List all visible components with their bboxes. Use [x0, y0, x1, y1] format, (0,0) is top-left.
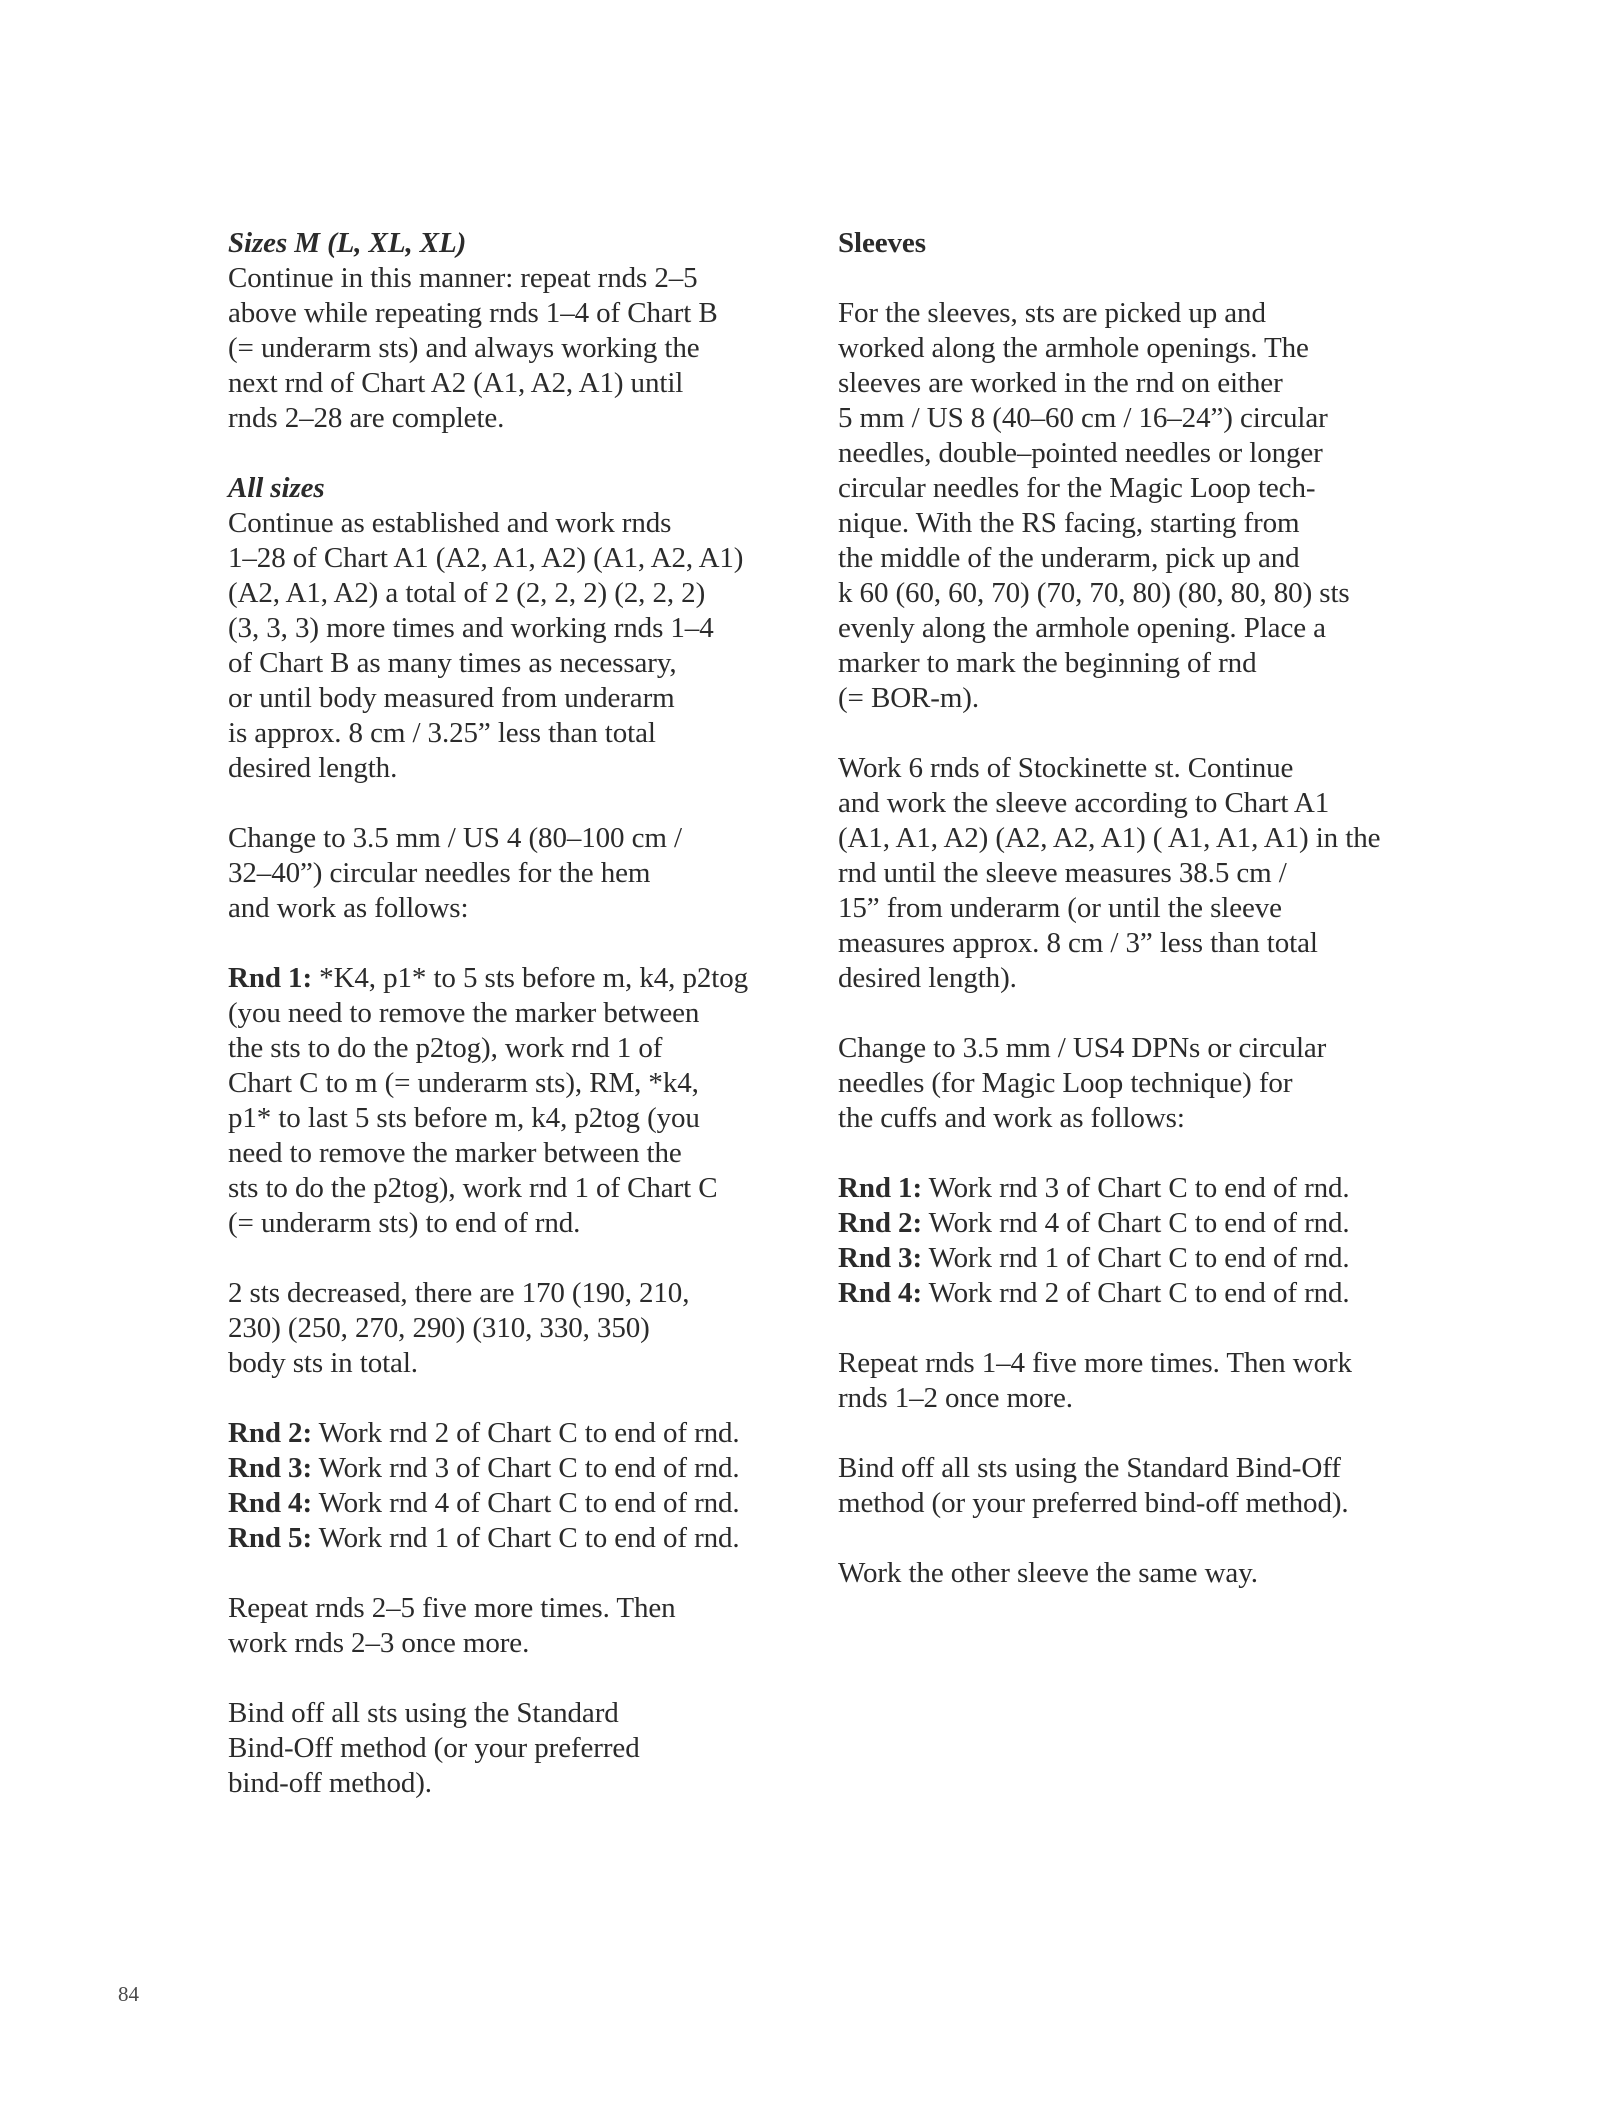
text-line: (A1, A1, A2) (A2, A2, A1) ( A1, A1, A1) in the: [838, 822, 1381, 854]
text-line: needles, double–pointed needles or longer: [838, 437, 1323, 469]
text-line: For the sleeves, sts are picked up and: [838, 297, 1266, 329]
paragraph: [228, 1696, 788, 1801]
text-line: need to remove the marker between the: [228, 1137, 682, 1169]
text-line: the cuffs and work as follows:: [838, 1102, 1185, 1134]
text-line: the sts to do the p2tog), work rnd 1 of: [228, 1032, 663, 1064]
text-line: 1–28 of Chart A1 (A2, A1, A2) (A1, A2, A1): [228, 542, 744, 574]
all-sizes-heading: All sizes: [228, 472, 325, 504]
rnd-label: Rnd 2:: [838, 1207, 923, 1239]
rnd-list: [228, 1416, 788, 1556]
text-line: measures approx. 8 cm / 3” less than total: [838, 927, 1318, 959]
text-line: p1* to last 5 sts before m, k4, p2tog (you: [228, 1102, 700, 1134]
text-line: Repeat rnds 2–5 five more times. Then: [228, 1592, 676, 1624]
text-line: sleeves are worked in the rnd on either: [838, 367, 1283, 399]
text-line: Bind off all sts using the Standard Bind-Off: [838, 1452, 1341, 1484]
text-line: Change to 3.5 mm / US4 DPNs or circular: [838, 1032, 1327, 1064]
rnd-line: [228, 1416, 788, 1451]
left-column: [228, 226, 788, 1836]
text-line: (3, 3, 3) more times and working rnds 1–4: [228, 612, 714, 644]
rnd-label: Rnd 4:: [838, 1277, 923, 1309]
text-line: desired length).: [838, 962, 1017, 994]
text-line: marker to mark the beginning of rnd: [838, 647, 1257, 679]
rnd-text: Work rnd 3 of Chart C to end of rnd.: [312, 1452, 740, 1484]
rnd-line: [838, 1276, 1398, 1311]
rnd-line: [228, 1521, 788, 1556]
text-line: the middle of the underarm, pick up and: [838, 542, 1300, 574]
text-line: needles (for Magic Loop technique) for: [838, 1067, 1293, 1099]
rnd-label: Rnd 5:: [228, 1522, 313, 1554]
text-line: Continue as established and work rnds: [228, 507, 672, 539]
rnd-text: Work rnd 4 of Chart C to end of rnd.: [922, 1207, 1350, 1239]
page-number: 84: [118, 1982, 139, 2006]
text-line: Continue in this manner: repeat rnds 2–5: [228, 262, 698, 294]
sleeves-heading: Sleeves: [838, 227, 926, 259]
rnd-label: Rnd 2:: [228, 1417, 313, 1449]
paragraph: [228, 1276, 788, 1381]
paragraph: [838, 1451, 1398, 1521]
text-line: Repeat rnds 1–4 five more times. Then work: [838, 1347, 1352, 1379]
text-line: 5 mm / US 8 (40–60 cm / 16–24”) circular: [838, 402, 1328, 434]
text-line: rnds 1–2 once more.: [838, 1382, 1073, 1414]
rnd-label: Rnd 3:: [228, 1452, 313, 1484]
paragraph: [228, 1591, 788, 1661]
text-line: (= underarm sts) and always working the: [228, 332, 700, 364]
rnd-1-instructions: [228, 961, 788, 1241]
paragraph: [228, 821, 788, 926]
text-line: k 60 (60, 60, 70) (70, 70, 80) (80, 80, 80) sts: [838, 577, 1350, 609]
text-line: Bind off all sts using the Standard: [228, 1697, 619, 1729]
paragraph: [838, 296, 1398, 716]
text-line: bind-off method).: [228, 1767, 432, 1799]
text-line: (= BOR-m).: [838, 682, 980, 714]
rnd-label: Rnd 4:: [228, 1487, 313, 1519]
text-line: work rnds 2–3 once more.: [228, 1627, 530, 1659]
text-line: [228, 961, 788, 996]
text-line: Work the other sleeve the same way.: [838, 1557, 1258, 1589]
paragraph: [838, 1031, 1398, 1136]
rnd-label: Rnd 3:: [838, 1242, 923, 1274]
rnd-list: [838, 1171, 1398, 1311]
rnd-line: [838, 1171, 1398, 1206]
text-line: and work as follows:: [228, 892, 469, 924]
text-line: evenly along the armhole opening. Place a: [838, 612, 1326, 644]
text-line: circular needles for the Magic Loop tech-: [838, 472, 1316, 504]
text-line: (you need to remove the marker between: [228, 997, 700, 1029]
text-line: Change to 3.5 mm / US 4 (80–100 cm /: [228, 822, 682, 854]
rnd-text: Work rnd 1 of Chart C to end of rnd.: [922, 1242, 1350, 1274]
rnd-text: Work rnd 4 of Chart C to end of rnd.: [312, 1487, 740, 1519]
rnd-text: Work rnd 2 of Chart C to end of rnd.: [312, 1417, 740, 1449]
text-line: or until body measured from underarm: [228, 682, 675, 714]
text-line: 230) (250, 270, 290) (310, 330, 350): [228, 1312, 650, 1344]
text-line: (= underarm sts) to end of rnd.: [228, 1207, 581, 1239]
text-line: (A2, A1, A2) a total of 2 (2, 2, 2) (2, 2, 2): [228, 577, 706, 609]
text-line: 15” from underarm (or until the sleeve: [838, 892, 1282, 924]
rnd-text: *K4, p1* to 5 sts before m, k4, p2tog: [312, 962, 749, 994]
right-column: [838, 226, 1398, 1626]
text-line: desired length.: [228, 752, 398, 784]
text-line: and work the sleeve according to Chart A1: [838, 787, 1330, 819]
text-line: nique. With the RS facing, starting from: [838, 507, 1300, 539]
sizes-heading: Sizes M (L, XL, XL): [228, 227, 467, 259]
text-line: Bind-Off method (or your preferred: [228, 1732, 640, 1764]
text-line: above while repeating rnds 1–4 of Chart B: [228, 297, 718, 329]
rnd-text: Work rnd 1 of Chart C to end of rnd.: [312, 1522, 740, 1554]
text-line: next rnd of Chart A2 (A1, A2, A1) until: [228, 367, 684, 399]
text-line: sts to do the p2tog), work rnd 1 of Chart C: [228, 1172, 718, 1204]
rnd-line: [838, 1206, 1398, 1241]
text-line: rnds 2–28 are complete.: [228, 402, 505, 434]
text-line: 2 sts decreased, there are 170 (190, 210,: [228, 1277, 690, 1309]
text-line: rnd until the sleeve measures 38.5 cm /: [838, 857, 1287, 889]
paragraph: [228, 506, 788, 786]
paragraph: [838, 1556, 1398, 1591]
paragraph: [228, 261, 788, 436]
rnd-line: [838, 1241, 1398, 1276]
rnd-text: Work rnd 2 of Chart C to end of rnd.: [922, 1277, 1350, 1309]
text-line: 32–40”) circular needles for the hem: [228, 857, 651, 889]
text-line: Chart C to m (= underarm sts), RM, *k4,: [228, 1067, 699, 1099]
paragraph: [838, 751, 1398, 996]
text-line: method (or your preferred bind-off method).: [838, 1487, 1349, 1519]
rnd-label: Rnd 1:: [838, 1172, 923, 1204]
text-line: of Chart B as many times as necessary,: [228, 647, 677, 679]
text-line: worked along the armhole openings. The: [838, 332, 1309, 364]
text-line: is approx. 8 cm / 3.25” less than total: [228, 717, 656, 749]
text-line: body sts in total.: [228, 1347, 418, 1379]
rnd-text: Work rnd 3 of Chart C to end of rnd.: [922, 1172, 1350, 1204]
text-line: Work 6 rnds of Stockinette st. Continue: [838, 752, 1294, 784]
rnd-label: Rnd 1:: [228, 962, 313, 994]
paragraph: [838, 1346, 1398, 1416]
rnd-line: [228, 1486, 788, 1521]
rnd-line: [228, 1451, 788, 1486]
